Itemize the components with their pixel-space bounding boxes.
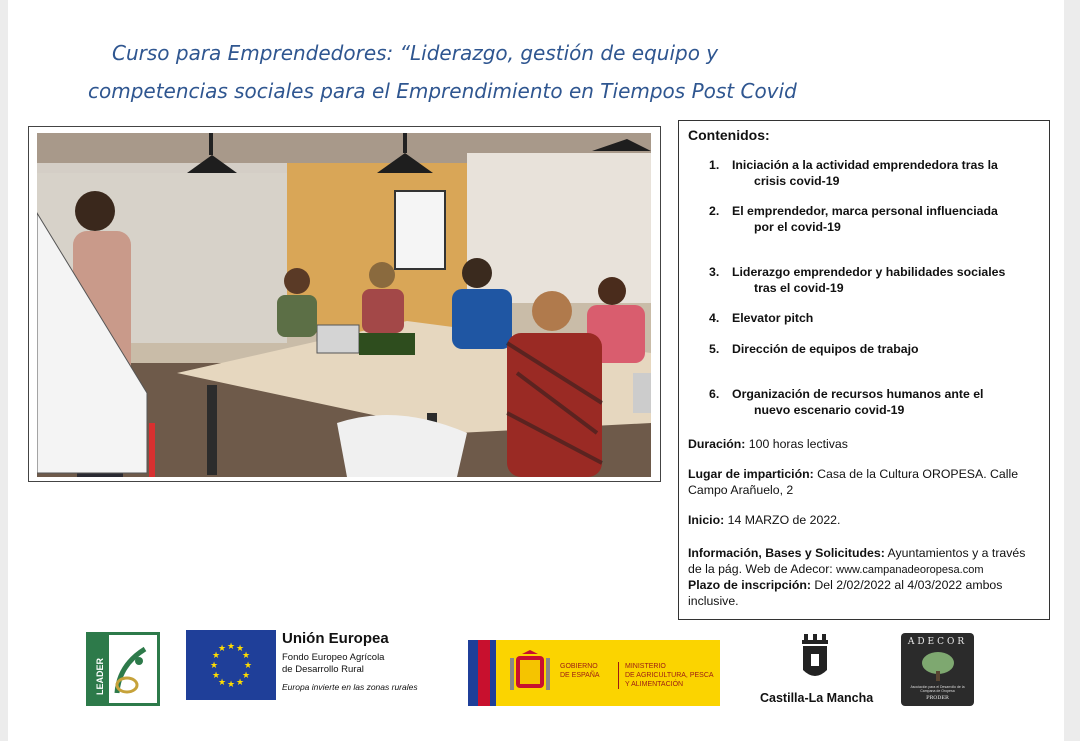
contents-list <box>688 158 1040 418</box>
start-info: Inicio: 14 MARZO de 2022. <box>688 513 841 527</box>
gobierno-espana-logo <box>468 640 720 706</box>
svg-text:LEADER: LEADER <box>95 657 105 695</box>
list-item: 2. El emprendedor, marca personal influenciada por el covid-19 <box>709 204 998 234</box>
eu-text-block <box>282 630 442 692</box>
svg-text:★: ★ <box>235 644 245 654</box>
leader-logo <box>86 632 160 706</box>
svg-text:★: ★ <box>211 671 221 681</box>
gobierno-text: GOBIERNO DE ESPAÑA <box>560 663 600 679</box>
svg-text:★: ★ <box>243 661 253 671</box>
spain-coat-of-arms-icon <box>510 650 550 696</box>
document-page <box>8 0 1064 741</box>
eu-title: Unión Europea <box>282 630 389 647</box>
list-item: 6. Organización de recursos humanos ante el nuevo escenario covid-19 <box>709 387 984 417</box>
meeting-illustration <box>37 133 651 477</box>
castilla-la-mancha-logo <box>760 632 874 708</box>
contents-box <box>678 120 1050 620</box>
ministerio-text: MINISTERIO DE AGRICULTURA, PESCA Y ALIMENTACIÓN <box>618 662 714 689</box>
eu-stars-icon <box>186 630 276 700</box>
adecor-proder: PRODER <box>926 695 949 701</box>
svg-text:★: ★ <box>226 642 236 652</box>
svg-text:★: ★ <box>241 671 251 681</box>
svg-text:★: ★ <box>217 644 227 654</box>
photo-frame <box>28 126 661 482</box>
title-line-2: competencias sociales para el Emprendimiento en Tiempos Post Covid <box>88 79 797 103</box>
adecor-title: ADECOR <box>907 637 968 647</box>
svg-text:★: ★ <box>226 680 236 690</box>
website-link[interactable]: www.campanadeoropesa.com <box>836 563 984 576</box>
tree-icon <box>921 651 955 681</box>
eu-flag <box>186 630 276 700</box>
eu-fund: Fondo Europeo Agrícola de Desarrollo Rural <box>282 652 385 675</box>
svg-text:★: ★ <box>209 661 219 671</box>
contents-heading: Contenidos: <box>688 127 770 143</box>
location-info: Lugar de impartición: Casa de la Cultura OROPESA. Calle Campo Arañuelo, 2 <box>688 467 1019 497</box>
title-line-1: Curso para Emprendedores: “Liderazgo, gestión de equipo y <box>112 41 719 65</box>
info-requests: Información, Bases y Solicitudes: Ayuntamientos y a través de la pág. Web de Adecor: www.campanadeoropesa.com Plazo de inscripción: Del 2/02/2022 al 4/03/2022 ambos inclusive. <box>688 546 1026 608</box>
svg-text:★: ★ <box>211 651 221 661</box>
duration-info: Duración: 100 horas lectivas <box>688 437 848 451</box>
course-title <box>88 34 848 110</box>
adecor-subtitle: Asociación para el Desarrollo de la Campana de Oropesa <box>910 685 965 693</box>
svg-text:★: ★ <box>217 678 227 688</box>
eu-tagline: Europa invierte en las zonas rurales <box>282 682 418 692</box>
list-item: 4. Elevator pitch <box>709 311 814 325</box>
castle-shield-icon <box>798 632 832 682</box>
list-item: 3. Liderazgo emprendedor y habilidades sociales tras el covid-19 <box>709 265 1006 295</box>
meeting-photo <box>37 133 651 477</box>
clm-name: Castilla-La Mancha <box>760 691 874 705</box>
adecor-logo <box>901 633 974 706</box>
svg-text:★: ★ <box>241 651 251 661</box>
list-item: 1. Iniciación a la actividad emprendedora tras la crisis covid-19 <box>709 158 998 188</box>
svg-text:★: ★ <box>235 678 245 688</box>
list-item: 5. Dirección de equipos de trabajo <box>709 341 919 356</box>
leader-emblem-icon <box>89 635 157 703</box>
